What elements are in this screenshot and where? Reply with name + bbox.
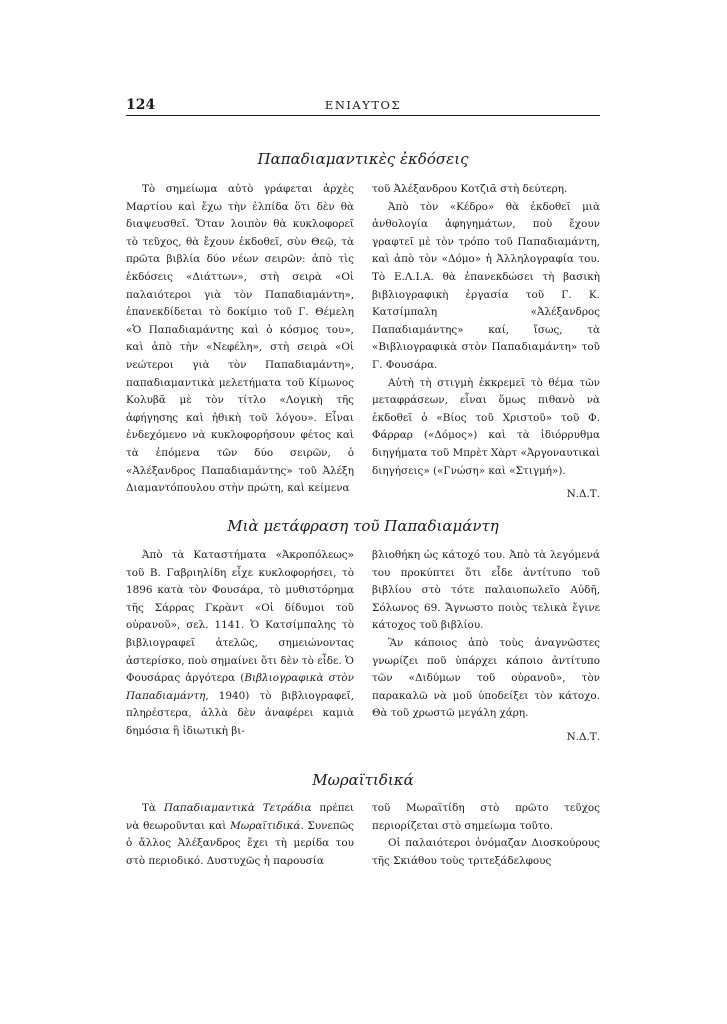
paragraph: τοῦ Ἀλέξανδρου Κοτζιᾶ στὴ δεύτερη. xyxy=(372,183,568,195)
paragraph: Αὐτὴ τὴ στιγμὴ ἐκκρεμεῖ τὸ θέμα τῶν μεταφράσεων, εἶναι ὅμως πιθανὸ νὰ ἐκδοθεῖ ὁ «Βίος τοῦ Χριστοῦ» τοῦ Φ. Φάρραρ («Δόμος») καὶ τὰ ἰδιόρρυθμα διηγήματα τοῦ Μπρὲτ Χὰρτ «Ἀργοναυτικαὶ διηγήσεις» («Γνώση» καὶ «Στιγμή»). xyxy=(372,376,600,477)
book-title: Βιβλιογραφικὰ στὸν Παπαδιαμάντη xyxy=(126,672,354,702)
text-run: . Συνεπῶς ὁ ἄλλος Ἀλέξανδρος ἔχει τὴ μερίδα του στὸ περιοδικό. Δυστυχῶς ἡ παρουσία xyxy=(126,819,354,867)
section1-right-column xyxy=(372,181,600,504)
paragraph xyxy=(126,800,354,870)
section3-right-column xyxy=(372,800,600,870)
section-title-editions: Παπαδιαμαντικὲς ἐκδόσεις xyxy=(257,150,469,168)
section-title-moraitidika: Μωραϊτιδικά xyxy=(312,771,414,789)
paragraph xyxy=(126,547,354,741)
section3-left-column xyxy=(126,800,354,870)
paragraph: βλιοθήκη ὡς κάτοχό του. Ἀπὸ τὰ λεγόμενά του προκύπτει ὅτι εἶδε ἀντίτυπο τοῦ βιβλίου στὸ τότε παλαιοπωλεῖο Αὐδῆ, Σόλωνος 69. Ἄγνωστο ποιὸς τελικὰ ἔγινε κάτοχος τοῦ βιβλίου. xyxy=(372,549,600,632)
paragraph: Ἂν κάποιος ἀπὸ τοὺς ἀναγνῶστες γνωρίζει ποῦ ὑπάρχει κάποιο ἀντίτυπο τῶν «Διδύμων τοῦ οὐρανοῦ», τὸν παρακαλῶ νὰ μοῦ ὑποδείξει τὸν κάτοχο. Θὰ τοῦ χρωστῶ μεγάλη χάρη. xyxy=(372,636,600,720)
text-run: Ἀπὸ τὰ Καταστήματα «Ἀκροπόλεως» τοῦ Β. Γαβριηλίδη εἶχε κυκλοφορήσει, τὸ 1896 κατὰ τὸν Φουσάρα, τὸ μυθιστόρημα τῆς Σάρρας Γκρὰντ «Οἱ δίδυμοι τοῦ οὐρανοῦ», σελ. 1141. Ὁ Κατσίμπαλης τὸ βιβλιογραφεῖ ἀτελῶς, σημειώνοντας ἀστερίσκο, ποὺ σημαίνει ὅτι δὲν τὸ εἶδε. Ὁ Φουσάρας ἀργότερα ( xyxy=(126,549,354,685)
paragraph: Τὸ σημείωμα αὐτὸ γράφεται ἀρχὲς Μαρτίου καὶ ἔχω τὴν ἐλπίδα ὅτι δὲν θὰ διαψευσθεῖ. Ὅταν λοιπὸν θὰ κυκλοφορεῖ τὸ τεῦχος, θὰ ἔχουν ἐκδοθεῖ, σὺν Θεῷ, τὰ πρῶτα βιβλία δύο νέων σειρῶν: ἀπὸ τὶς ἐκδόσεις «Διάττων», στὴ σειρὰ «Οἱ παλαιότεροι γιὰ τὸν Παπαδιαμάντη», ἐπανεκδίδεται τὸ δοκίμιο τοῦ Γ. Θέμελη «Ὁ Παπαδιαμάντης καὶ ὁ κόσμος του», καὶ ἀπὸ τὴν «Νεφέλη», στὴ σειρὰ «Οἱ νεώτεροι γιὰ τὸν Παπαδιαμάντη», παπαδιαμαντικὰ μελετήματα τοῦ Κίμωνος Κολυβᾶ μὲ τὸν τίτλο «Λογικὴ τῆς ἀφήγησης καὶ ἠθικὴ τοῦ λόγου». Εἶναι ἐνδεχόμενο νὰ κυκλοφορήσουν φέτος καὶ τὰ ἑπόμενα τῶν δύο σειρῶν, ὁ «Ἀλέξανδρος Παπαδιαμάντης» τοῦ Ἀλέξη Διαμαντόπουλου στὴν πρώτη, καὶ κείμενα xyxy=(126,183,354,495)
text-run: πρέπει νὰ θεωροῦνται καὶ xyxy=(126,802,354,832)
journal-title: Μωραϊτιδικά xyxy=(230,819,301,832)
paragraph: τοῦ Μωραϊτίδη στὸ πρῶτο τεῦχος περιορίζεται στὸ σημείωμα τοῦτο. xyxy=(372,802,600,832)
text-run: , 1940) τὸ βιβλιογραφεῖ, πληρέστερα, ἀλλὰ δὲν ἀναφέρει καμιὰ δημόσια ἢ ἰδιωτικὴ βι- xyxy=(126,689,354,737)
journal-title: Παπαδιαμαντικὰ Τετράδια xyxy=(163,802,312,814)
signature: Ν.Δ.Τ. xyxy=(566,488,600,501)
header-rule xyxy=(126,115,600,116)
page-number: 124 xyxy=(126,97,156,113)
section2-right-column xyxy=(372,547,600,747)
paragraph: Ἀπὸ τὸν «Κέδρο» θὰ ἐκδοθεῖ μιὰ ἀνθολογία ἀφηγημάτων, ποὺ ἔχουν γραφτεῖ μὲ τὸν τρόπο τοῦ Παπαδιαμάντη, καὶ ἀπὸ τὸν «Δόμο» ἡ Ἀλληλογραφία του. Τὸ Ε.Λ.Ι.Α. θὰ ἐπανεκδώσει τὴ βασικὴ βιβλιογραφικὴ ἐργασία τοῦ Γ. Κ. Κατσίμπαλη «Ἀλέξανδρος Παπαδιαμάντης» καί, ἴσως, τὰ «Βιβλιογραφικὰ στὸν Παπαδιαμάντη» τοῦ Γ. Φουσάρα. xyxy=(372,200,600,371)
text-run: Τὰ xyxy=(142,802,164,814)
section-title-translation: Μιὰ μετάφραση τοῦ Παπαδιαμάντη xyxy=(227,517,499,535)
running-title: ΕΝΙΑΥΤΟΣ xyxy=(324,98,402,112)
paragraph: Οἱ παλαιότεροι ὀνόμαζαν Διοσκούρους τῆς Σκιάθου τοὺς τριτεξάδελφους xyxy=(372,837,600,867)
signature: Ν.Δ.Τ. xyxy=(566,730,600,743)
section2-left-column xyxy=(126,547,354,741)
running-header xyxy=(126,95,600,117)
section1-left-column xyxy=(126,181,354,498)
